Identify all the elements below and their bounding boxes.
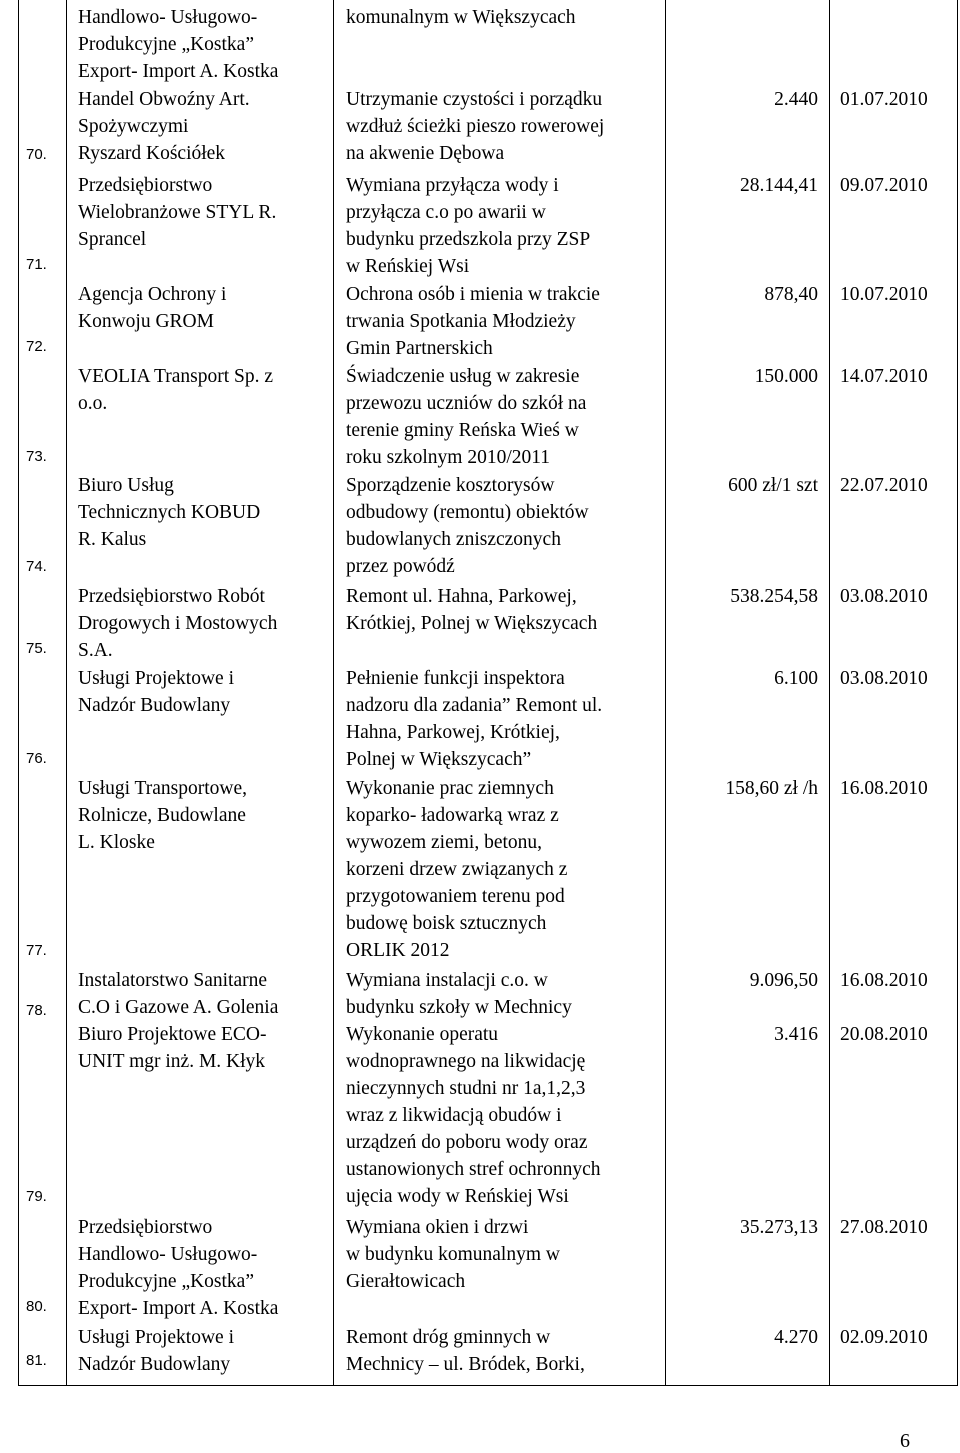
description-cell: Pełnienie funkcji inspektora nadzoru dla zadania” Remont ul. Hahna, Parkowej, Krótkiej, Polnej w Większycach” (346, 668, 603, 770)
date-cell: 16.08.2010 (840, 778, 928, 799)
company-cell: Przedsiębiorstwo Handlowo- Usługowo- Produkcyjne „Kostka” Export- Import A. Kostka (78, 1217, 279, 1319)
date-cell: 09.07.2010 (840, 175, 928, 196)
description-cell: Remont ul. Hahna, Parkowej, Krótkiej, Polnej w Większycach (346, 586, 598, 634)
amount-cell: 3.416 (774, 1024, 818, 1045)
company-cell: Usługi Projektowe i Nadzór Budowlany (78, 1327, 234, 1375)
date-cell: 03.08.2010 (840, 668, 928, 689)
company-cell: Usługi Projektowe i Nadzór Budowlany (78, 668, 234, 716)
date-cell: 20.08.2010 (840, 1024, 928, 1045)
column-divider (665, 0, 666, 1385)
amount-cell: 878,40 (764, 284, 818, 305)
row-number: 72. (26, 338, 47, 355)
company-cell: Biuro Usług Technicznych KOBUD R. Kalus (78, 475, 261, 550)
description-cell: komunalnym w Większycach (346, 7, 576, 28)
row-number: 70. (26, 146, 47, 163)
date-cell: 27.08.2010 (840, 1217, 928, 1238)
date-cell: 14.07.2010 (840, 366, 928, 387)
company-cell: Usługi Transportowe, Rolnicze, Budowlane L. Kloske (78, 778, 248, 853)
table-border-left (18, 0, 19, 1385)
amount-cell: 2.440 (774, 89, 818, 110)
date-cell: 02.09.2010 (840, 1327, 928, 1348)
row-number: 75. (26, 640, 47, 657)
amount-cell: 28.144,41 (740, 175, 818, 196)
company-cell: VEOLIA Transport Sp. z o.o. (78, 366, 274, 414)
date-cell: 16.08.2010 (840, 970, 928, 991)
company-cell: Przedsiębiorstwo Wielobranżowe STYL R. Sprancel (78, 175, 277, 250)
column-divider (829, 0, 830, 1385)
description-cell: Remont dróg gminnych w Mechnicy – ul. Bródek, Borki, (346, 1327, 585, 1375)
amount-cell: 4.270 (774, 1327, 818, 1348)
amount-cell: 158,60 zł /h (725, 778, 818, 799)
description-cell: Sporządzenie kosztorysów odbudowy (remontu) obiektów budowlanych zniszczonych przez powódź (346, 475, 589, 577)
row-number: 73. (26, 448, 47, 465)
date-cell: 22.07.2010 (840, 475, 928, 496)
amount-cell: 9.096,50 (749, 970, 818, 991)
row-number: 71. (26, 256, 47, 273)
description-cell: Wymiana okien i drzwi w budynku komunalnym w Gierałtowicach (346, 1217, 560, 1292)
row-number: 81. (26, 1352, 47, 1369)
description-cell: Świadczenie usług w zakresie przewozu uczniów do szkół na terenie gminy Reńska Wieś w roku szkolnym 2010/2011 (346, 366, 587, 468)
company-cell: Handel Obwoźny Art. Spożywczymi Ryszard Kościółek (78, 89, 250, 164)
row-number: 80. (26, 1298, 47, 1315)
row-number: 78. (26, 1002, 47, 1019)
description-cell: Wykonanie operatu wodnoprawnego na likwidację nieczynnych studni nr 1a,1,2,3 wraz z likwidacją obudów i urządzeń do poboru wody oraz ustanowionych stref ochronnych ujęcia wody w Reńskiej Wsi (346, 1024, 601, 1207)
date-cell: 10.07.2010 (840, 284, 928, 305)
column-divider (66, 0, 67, 1385)
row-number: 79. (26, 1188, 47, 1205)
table-border-right (957, 0, 958, 1385)
table-border-bottom (18, 1385, 958, 1386)
amount-cell: 35.273,13 (740, 1217, 818, 1238)
description-cell: Ochrona osób i mienia w trakcie trwania Spotkania Młodzieży Gmin Partnerskich (346, 284, 600, 359)
amount-cell: 538.254,58 (730, 586, 818, 607)
amount-cell: 600 zł/1 szt (728, 475, 818, 496)
company-cell: Biuro Projektowe ECO- UNIT mgr inż. M. Kłyk (78, 1024, 267, 1072)
date-cell: 03.08.2010 (840, 586, 928, 607)
description-cell: Utrzymanie czystości i porządku wzdłuż ścieżki pieszo rowerowej na akwenie Dębowa (346, 89, 605, 164)
amount-cell: 150.000 (754, 366, 818, 387)
company-cell: Agencja Ochrony i Konwoju GROM (78, 284, 227, 332)
company-cell: Przedsiębiorstwo Robót Drogowych i Mostowych S.A. (78, 586, 278, 661)
column-divider (333, 0, 334, 1385)
row-number: 77. (26, 942, 47, 959)
date-cell: 01.07.2010 (840, 89, 928, 110)
amount-cell: 6.100 (774, 668, 818, 689)
row-number: 76. (26, 750, 47, 767)
description-cell: Wykonanie prac ziemnych koparko- ładowarką wraz z wywozem ziemi, betonu, korzeni drzew związanych z przygotowaniem terenu pod budowę boisk sztucznych ORLIK 2012 (346, 778, 568, 961)
company-cell: Instalatorstwo Sanitarne C.O i Gazowe A. Golenia (78, 970, 279, 1018)
description-cell: Wymiana przyłącza wody i przyłącza c.o po awarii w budynku przedszkola przy ZSP w Reńskiej Wsi (346, 175, 591, 277)
description-cell: Wymiana instalacji c.o. w budynku szkoły w Mechnicy (346, 970, 572, 1018)
page-number: 6 (900, 1430, 910, 1452)
company-cell: Handlowo- Usługowo- Produkcyjne „Kostka” Export- Import A. Kostka (78, 7, 279, 82)
row-number: 74. (26, 558, 47, 575)
